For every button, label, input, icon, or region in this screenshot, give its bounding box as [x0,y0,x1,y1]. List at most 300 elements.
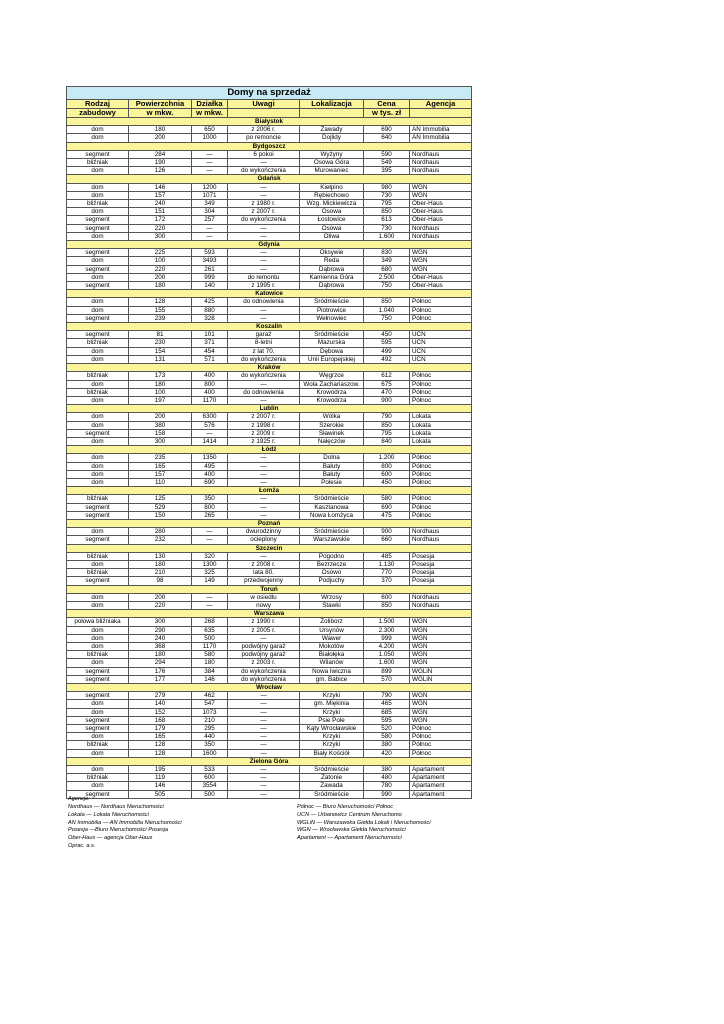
cell-plot: — [192,159,228,167]
cell-notes: do wykończenia [228,355,300,363]
cell-agency: Posesja [410,560,472,568]
cell-area: 200 [129,593,192,601]
legend-item: Posesja —Biuro Nieruchomości Posesja [68,827,169,834]
cell-area: 240 [129,634,192,642]
city-name: Warszawa [67,610,472,618]
cell-area: 165 [129,462,192,470]
cell-notes: — [228,224,300,232]
cell-price: 520 [364,725,410,733]
cell-location: Żoliborz [300,618,364,626]
table-row [67,134,472,142]
cell-agency: WGN [410,183,472,191]
cell-location: Mokotów [300,643,364,651]
cell-location: Zawada [300,782,364,790]
cell-agency: Północ [410,314,472,322]
table-row [67,675,472,683]
cell-location: Oksywie [300,249,364,257]
cell-price: 770 [364,569,410,577]
cell-area: 368 [129,643,192,651]
table-row [67,782,472,790]
cell-notes: z 2009 r. [228,429,300,437]
city-name: Bydgoszcz [67,142,472,150]
cell-price: 795 [364,200,410,208]
cell-type: bliźniak [67,774,129,782]
cell-agency: Apartament [410,774,472,782]
cell-type: dom [67,560,129,568]
cell-agency: UCN [410,347,472,355]
cell-area: 176 [129,667,192,675]
cell-notes: z 2007 r. [228,208,300,216]
cell-type: segment [67,503,129,511]
cell-area: 190 [129,159,192,167]
cell-type: dom [67,470,129,478]
cell-agency: Nordhaus [410,601,472,609]
header-type-sub: zabudowy [67,109,129,118]
table-row [67,725,472,733]
cell-location: Łostowice [300,216,364,224]
cell-notes: do wykończenia [228,216,300,224]
cell-area: 151 [129,208,192,216]
cell-location: Kiełpino [300,183,364,191]
cell-price: 750 [364,314,410,322]
cell-location: Wilanów [300,659,364,667]
cell-location: Nowa Iwiczna [300,667,364,675]
cell-location: Krzyki [300,741,364,749]
cell-location: Wyżyny [300,150,364,158]
cell-notes: — [228,782,300,790]
cell-price: 850 [364,298,410,306]
cell-agency: Północ [410,478,472,486]
city-header-row [67,241,472,249]
cell-plot: 547 [192,700,228,708]
cell-price: 499 [364,347,410,355]
cell-plot: 400 [192,372,228,380]
cell-type: dom [67,191,129,199]
table-row [67,626,472,634]
table-row [67,601,472,609]
cell-plot: — [192,224,228,232]
cell-type: dom [67,749,129,757]
cell-price: 1.600 [364,659,410,667]
cell-notes: ocieplony [228,536,300,544]
cell-notes: do wykończenia [228,372,300,380]
cell-agency: WGN [410,700,472,708]
cell-agency: WGN [410,249,472,257]
cell-notes: — [228,634,300,642]
cell-notes: — [228,478,300,486]
cell-agency: UCN [410,331,472,339]
cell-area: 300 [129,232,192,240]
header-agency-sub [410,109,472,118]
cell-area: 294 [129,659,192,667]
cell-type: dom [67,782,129,790]
cell-price: 590 [364,150,410,158]
cell-price: 990 [364,790,410,798]
cell-type: bliźniak [67,339,129,347]
city-name: Gdynia [67,241,472,249]
cell-location: Dolna [300,454,364,462]
cell-price: 840 [364,437,410,445]
table-row [67,733,472,741]
cell-area: 172 [129,216,192,224]
cell-notes: z 1998 r. [228,421,300,429]
cell-price: 685 [364,708,410,716]
cell-type: segment [67,314,129,322]
cell-notes: — [228,380,300,388]
cell-area: 210 [129,569,192,577]
cell-plot: 800 [192,503,228,511]
cell-plot: 265 [192,511,228,519]
table-row [67,355,472,363]
cell-type: segment [67,511,129,519]
cell-notes: do remontu [228,273,300,281]
cell-price: 900 [364,528,410,536]
cell-area: 197 [129,396,192,404]
cell-price: 660 [364,536,410,544]
city-name: Wrocław [67,684,472,692]
cell-area: 232 [129,536,192,544]
city-name: Białystok [67,118,472,126]
table-row [67,413,472,421]
cell-notes: — [228,692,300,700]
cell-type: bliźniak [67,651,129,659]
header-plot-sub: w mkw. [192,109,228,118]
cell-type: bliźniak [67,388,129,396]
cell-type: bliźniak [67,495,129,503]
table-row [67,470,472,478]
cell-area: 146 [129,183,192,191]
cell-agency: Północ [410,462,472,470]
cell-agency: Posesja [410,577,472,585]
cell-price: 850 [364,421,410,429]
cell-agency: WGN [410,659,472,667]
cell-plot: 440 [192,733,228,741]
cell-type: dom [67,134,129,142]
cell-notes: lata 80. [228,569,300,577]
cell-price: 1.130 [364,560,410,568]
cell-plot: 325 [192,569,228,577]
city-name: Zielona Góra [67,757,472,765]
cell-type: segment [67,577,129,585]
table-row [67,716,472,724]
cell-price: 730 [364,224,410,232]
cell-notes: — [228,552,300,560]
cell-plot: 462 [192,692,228,700]
cell-area: 128 [129,741,192,749]
cell-plot: 500 [192,790,228,798]
cell-type: dom [67,380,129,388]
legend-item: Nordhaus — Nordhaus Nieruchomości [68,804,164,810]
cell-price: 750 [364,282,410,290]
cell-agency: Ober-Haus [410,282,472,290]
cell-agency: Nordhaus [410,593,472,601]
cell-agency: WGLiN [410,675,472,683]
cell-plot: 149 [192,577,228,585]
cell-notes: — [228,159,300,167]
city-name: Gdańsk [67,175,472,183]
cell-type: dom [67,437,129,445]
header-location-sub [300,109,364,118]
header-row-2 [67,109,472,118]
cell-price: 1.040 [364,306,410,314]
cell-location: Osowa [300,224,364,232]
cell-plot: 371 [192,339,228,347]
cell-agency: Nordhaus [410,167,472,175]
cell-agency: Północ [410,749,472,757]
cell-area: 239 [129,314,192,322]
cell-type: segment [67,331,129,339]
cell-type: bliźniak [67,569,129,577]
cell-area: 230 [129,339,192,347]
cell-type: bliźniak [67,372,129,380]
cell-plot: 350 [192,741,228,749]
cell-agency: Nordhaus [410,536,472,544]
cell-plot: 454 [192,347,228,355]
cell-price: 612 [364,372,410,380]
city-name: Toruń [67,585,472,593]
cell-type: dom [67,626,129,634]
cell-area: 220 [129,224,192,232]
cell-location: Węgrzce [300,372,364,380]
legend-item: Apartament — Apartament Nieruchomości [297,835,402,842]
cell-type: segment [67,716,129,724]
header-price-sub: w tys. zł [364,109,410,118]
cell-notes: — [228,766,300,774]
cell-price: 730 [364,191,410,199]
cell-area: 284 [129,150,192,158]
cell-agency: Północ [410,298,472,306]
cell-notes: — [228,462,300,470]
city-header-row [67,684,472,692]
cell-plot: 3554 [192,782,228,790]
cell-type: dom [67,208,129,216]
cell-plot: 571 [192,355,228,363]
cell-plot: 1000 [192,134,228,142]
cell-plot: 6300 [192,413,228,421]
cell-price: 790 [364,692,410,700]
cell-location: Sławinek [300,429,364,437]
cell-agency: Północ [410,511,472,519]
city-header-row [67,323,472,331]
cell-type: segment [67,282,129,290]
cell-price: 980 [364,183,410,191]
cell-plot: 146 [192,675,228,683]
cell-agency: Północ [410,396,472,404]
table-row [67,560,472,568]
cell-type: segment [67,150,129,158]
cell-notes: do wykończenia [228,167,300,175]
cell-notes: podwójny garaż [228,643,300,651]
cell-price: 830 [364,249,410,257]
cell-type: dom [67,528,129,536]
cell-agency: Północ [410,503,472,511]
cell-plot: 1200 [192,183,228,191]
cell-plot: 328 [192,314,228,322]
cell-notes: z 1995 r. [228,282,300,290]
cell-price: 475 [364,511,410,519]
cell-plot: 495 [192,462,228,470]
cell-type: segment [67,265,129,273]
cell-location: Krowodrza [300,396,364,404]
cell-agency: Lokata [410,421,472,429]
cell-location: Krzyki [300,708,364,716]
cell-type: dom [67,355,129,363]
cell-plot: — [192,601,228,609]
cell-area: 125 [129,495,192,503]
cell-plot: 1600 [192,749,228,757]
cell-area: 119 [129,774,192,782]
table-row [67,536,472,544]
table-row [67,208,472,216]
cell-price: 899 [364,667,410,675]
cell-area: 380 [129,421,192,429]
cell-type: segment [67,224,129,232]
table-row [67,766,472,774]
cell-location: Psie Pole [300,716,364,724]
cell-agency: Ober-Haus [410,273,472,281]
cell-location: Bezrzecze [300,560,364,568]
cell-area: 290 [129,626,192,634]
legend-item: Północ — Biuro Nieruchomości Północ [297,804,394,810]
cell-price: 690 [364,126,410,134]
header-row-1 [67,100,472,109]
legend-item: Lokata — Lokata Nieruchomości [68,811,149,818]
cell-notes: nowy [228,601,300,609]
table-row [67,232,472,240]
cell-location: Kamienna Góra [300,273,364,281]
city-name: Łomża [67,487,472,495]
cell-notes: podwójny garaż [228,651,300,659]
cell-location: Kasztanowa [300,503,364,511]
table-row [67,421,472,429]
cell-price: 675 [364,380,410,388]
cell-agency: WGN [410,191,472,199]
cell-plot: 1170 [192,643,228,651]
cell-agency: Nordhaus [410,150,472,158]
cell-notes: — [228,495,300,503]
cell-agency: WGN [410,708,472,716]
cell-location: Polesie [300,478,364,486]
table-row [67,257,472,265]
cell-price: 680 [364,265,410,273]
cell-price: 850 [364,208,410,216]
cell-plot: — [192,150,228,158]
cell-area: 157 [129,470,192,478]
city-name: Łódź [67,446,472,454]
cell-plot: 800 [192,380,228,388]
legend-credit: Oprac. a.s. [68,842,96,849]
cell-location: Krzyki [300,692,364,700]
cell-agency: Ober-Haus [410,200,472,208]
cell-agency: UCN [410,355,472,363]
cell-type: segment [67,536,129,544]
cell-area: 279 [129,692,192,700]
cell-notes: z 2003 r. [228,659,300,667]
cell-area: 131 [129,355,192,363]
cell-area: 177 [129,675,192,683]
cell-location: Ursynów [300,626,364,634]
cell-type: dom [67,396,129,404]
cell-type: połowa bliźniaka [67,618,129,626]
cell-area: 179 [129,725,192,733]
cell-plot: 140 [192,282,228,290]
cell-type: dom [67,232,129,240]
cell-area: 180 [129,380,192,388]
header-area: Powierzchnia [129,100,192,109]
cell-plot: 400 [192,388,228,396]
cell-location: gm. Miękinia [300,700,364,708]
cell-area: 154 [129,347,192,355]
table-row [67,372,472,380]
cell-plot: 295 [192,725,228,733]
cell-notes: — [228,790,300,798]
cell-price: 370 [364,577,410,585]
cell-area: 157 [129,191,192,199]
cell-plot: 1350 [192,454,228,462]
cell-location: Szerokie [300,421,364,429]
table-row [67,495,472,503]
cell-agency: WGN [410,643,472,651]
cell-plot: 268 [192,618,228,626]
cell-agency: AN Immobilia [410,126,472,134]
table-row [67,282,472,290]
city-header-row [67,487,472,495]
table-row [67,224,472,232]
table-row [67,183,472,191]
cell-area: 200 [129,413,192,421]
cell-area: 81 [129,331,192,339]
legend-right [297,804,431,843]
cell-plot: — [192,536,228,544]
table-row [67,593,472,601]
cell-notes: — [228,511,300,519]
cell-price: 1.600 [364,232,410,240]
table-row [67,388,472,396]
cell-location: Murowaniec [300,167,364,175]
cell-notes: z 2006 r. [228,126,300,134]
cell-price: 795 [364,429,410,437]
cell-location: Wólka [300,413,364,421]
cell-area: 150 [129,511,192,519]
cell-type: bliźniak [67,741,129,749]
cell-location: Osowa Góra [300,159,364,167]
table-row [67,200,472,208]
cell-notes: garaż [228,331,300,339]
cell-price: 380 [364,766,410,774]
header-plot: Działka [192,100,228,109]
table-row [67,159,472,167]
cell-location: Biały Kościół [300,749,364,757]
header-agency: Agencja [410,100,472,109]
cell-area: 130 [129,552,192,560]
cell-notes: — [228,314,300,322]
cell-plot: 320 [192,552,228,560]
table-row [67,634,472,642]
city-header-row [67,364,472,372]
cell-location: Unii Europejskiej [300,355,364,363]
cell-notes: — [228,733,300,741]
cell-location: Osowa [300,208,364,216]
table-row [67,569,472,577]
cell-location: Śródmieście [300,495,364,503]
cell-type: bliźniak [67,200,129,208]
cell-agency: WGN [410,692,472,700]
cell-plot: 1300 [192,560,228,568]
city-header-row [67,142,472,150]
cell-plot: 600 [192,774,228,782]
cell-price: 790 [364,413,410,421]
cell-notes: do wykończenia [228,675,300,683]
